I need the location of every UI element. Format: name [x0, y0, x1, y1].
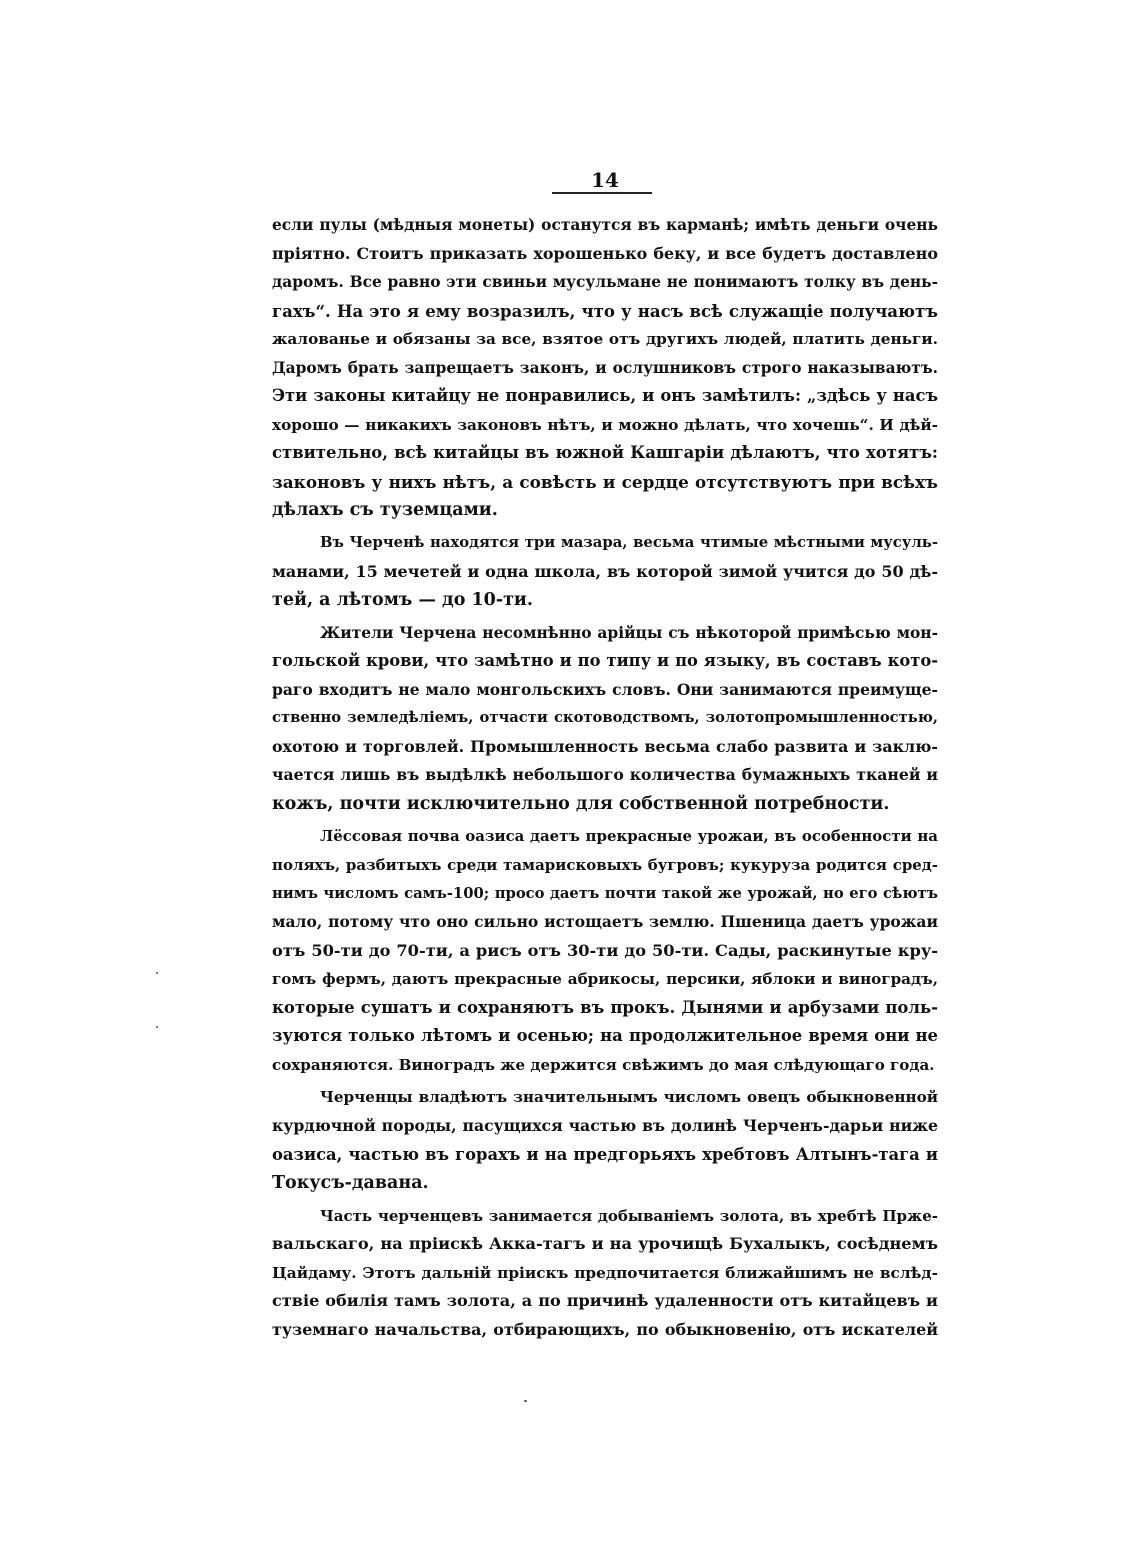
text-line: тей, а лѣтомъ — до 10-ти. — [272, 590, 534, 611]
paragraph — [272, 529, 938, 615]
text-line: Цайдаму. Этотъ дальній пріискъ предпочитается ближайшимъ не вслѣд- — [272, 1263, 938, 1282]
page-number: 14 — [591, 168, 619, 192]
text-line: туземнаго начальства, отбирающихъ, по обыкновенію, отъ искателей — [272, 1319, 938, 1339]
text-line: Жители Черчена несомнѣнно арійцы съ нѣкоторой примѣсью мон- — [320, 623, 938, 642]
scan-speck — [156, 972, 158, 974]
text-line: Эти законы китайцу не понравились, и онъ замѣтилъ: „здѣсь у насъ — [272, 386, 938, 406]
text-line: вальскаго, на пріискѣ Акка-тагъ и на урочищѣ Бухалыкъ, сосѣднемъ — [272, 1234, 938, 1254]
text-line: ствительно, всѣ китайцы въ южной Кашгаріи дѣлаютъ, что хотятъ: — [272, 443, 938, 463]
paragraph — [272, 822, 938, 1079]
text-line: Лёссовая почва оазиса даетъ прекрасные урожаи, въ особенности на — [320, 827, 938, 846]
scan-speck — [156, 1026, 158, 1028]
page-number-rule — [552, 192, 652, 194]
text-line: нимъ числомъ самъ-100; просо даетъ почти такой же урожай, но его сѣютъ — [272, 884, 938, 902]
scan-speck — [524, 1400, 527, 1402]
text-line: оазиса, частью въ горахъ и на предгорьяхъ хребтовъ Алтынъ-тага и — [272, 1144, 938, 1164]
text-line: Даромъ брать запрещаетъ законъ, и ослушниковъ строго наказываютъ. — [272, 358, 938, 377]
text-line: Токусъ-давана. — [272, 1173, 429, 1194]
text-line: дѣлахъ съ туземцами. — [272, 500, 498, 521]
text-line: кожъ, почти исключительно для собственной потребности. — [272, 793, 890, 814]
text-line: Въ Черченѣ находятся три мазара, весьма чтимые мѣстными мусуль- — [320, 534, 938, 552]
text-line: чается лишь въ выдѣлкѣ небольшого количества бумажныхъ тканей и — [272, 765, 938, 785]
text-line: законовъ у нихъ нѣтъ, а совѣсть и сердце отсутствуютъ при всѣхъ — [272, 471, 938, 492]
text-line: охотою и торговлей. Промышленность весьма слабо развита и заклю- — [272, 736, 938, 756]
text-line: ственно земледѣліемъ, отчасти скотоводствомъ, золотопромышленностью, — [272, 709, 938, 727]
text-line: Часть черченцевъ занимается добываніемъ золота, въ хребтѣ Прже- — [320, 1206, 938, 1225]
text-line: зуются только лѣтомъ и осенью; на продолжительное время они не — [272, 1026, 938, 1046]
text-line: курдючной породы, пасущихся частью въ долинѣ Черченъ-дарьи ниже — [272, 1115, 938, 1135]
text-line: пріятно. Стоитъ приказать хорошенько беку, и все будетъ доставлено — [272, 243, 938, 263]
text-line: гомъ фермъ, даютъ прекрасные абрикосы, персики, яблоки и виноградъ, — [272, 970, 938, 989]
text-line: манами, 15 мечетей и одна школа, въ которой зимой учится до 50 дѣ- — [272, 561, 938, 581]
paragraph — [272, 1083, 938, 1197]
text-line: поляхъ, разбитыхъ среди тамарисковыхъ бугровъ; кукуруза родится сред- — [272, 856, 938, 875]
text-line: которые сушатъ и сохраняютъ въ прокъ. Дынями и арбузами поль- — [272, 997, 938, 1017]
paragraph — [272, 211, 938, 525]
paragraph — [272, 1202, 938, 1345]
text-line: раго входитъ не мало монгольскихъ словъ. Они занимаются преимуще- — [272, 679, 938, 699]
text-line: Черченцы владѣютъ значительнымъ числомъ овецъ обыкновенной — [320, 1088, 938, 1107]
text-line: гахъ“. На это я ему возразилъ, что у насъ всѣ служащіе получаютъ — [272, 300, 938, 321]
text-line: мало, потому что оно сильно истощаетъ землю. Пшеница даетъ урожаи — [272, 912, 938, 932]
paragraph — [272, 619, 938, 819]
text-line: отъ 50-ти до 70-ти, а рисъ отъ 30-ти до 50-ти. Сады, раскинутые кру- — [272, 940, 938, 960]
text-line: хорошо — никакихъ законовъ нѣтъ, и можно дѣлать, что хочешь“. И дѣй- — [272, 415, 938, 434]
text-line: ствіе обилія тамъ золота, а по причинѣ удаленности отъ китайцевъ и — [272, 1291, 938, 1311]
text-line: даромъ. Все равно эти свиньи мусульмане не понимаютъ толку въ день- — [272, 273, 938, 292]
text-line: жалованье и обязаны за все, взятое отъ другихъ людей, платить деньги. — [272, 330, 938, 349]
text-line: сохраняются. Виноградъ же держится свѣжимъ до мая слѣдующаго года. — [272, 1055, 935, 1074]
body-text — [272, 211, 938, 1344]
text-line: если пулы (мѣдныя монеты) останутся въ карманѣ; имѣть деньги очень — [272, 216, 938, 234]
text-line: гольской крови, что замѣтно и по типу и по языку, въ составъ кото- — [272, 651, 938, 671]
